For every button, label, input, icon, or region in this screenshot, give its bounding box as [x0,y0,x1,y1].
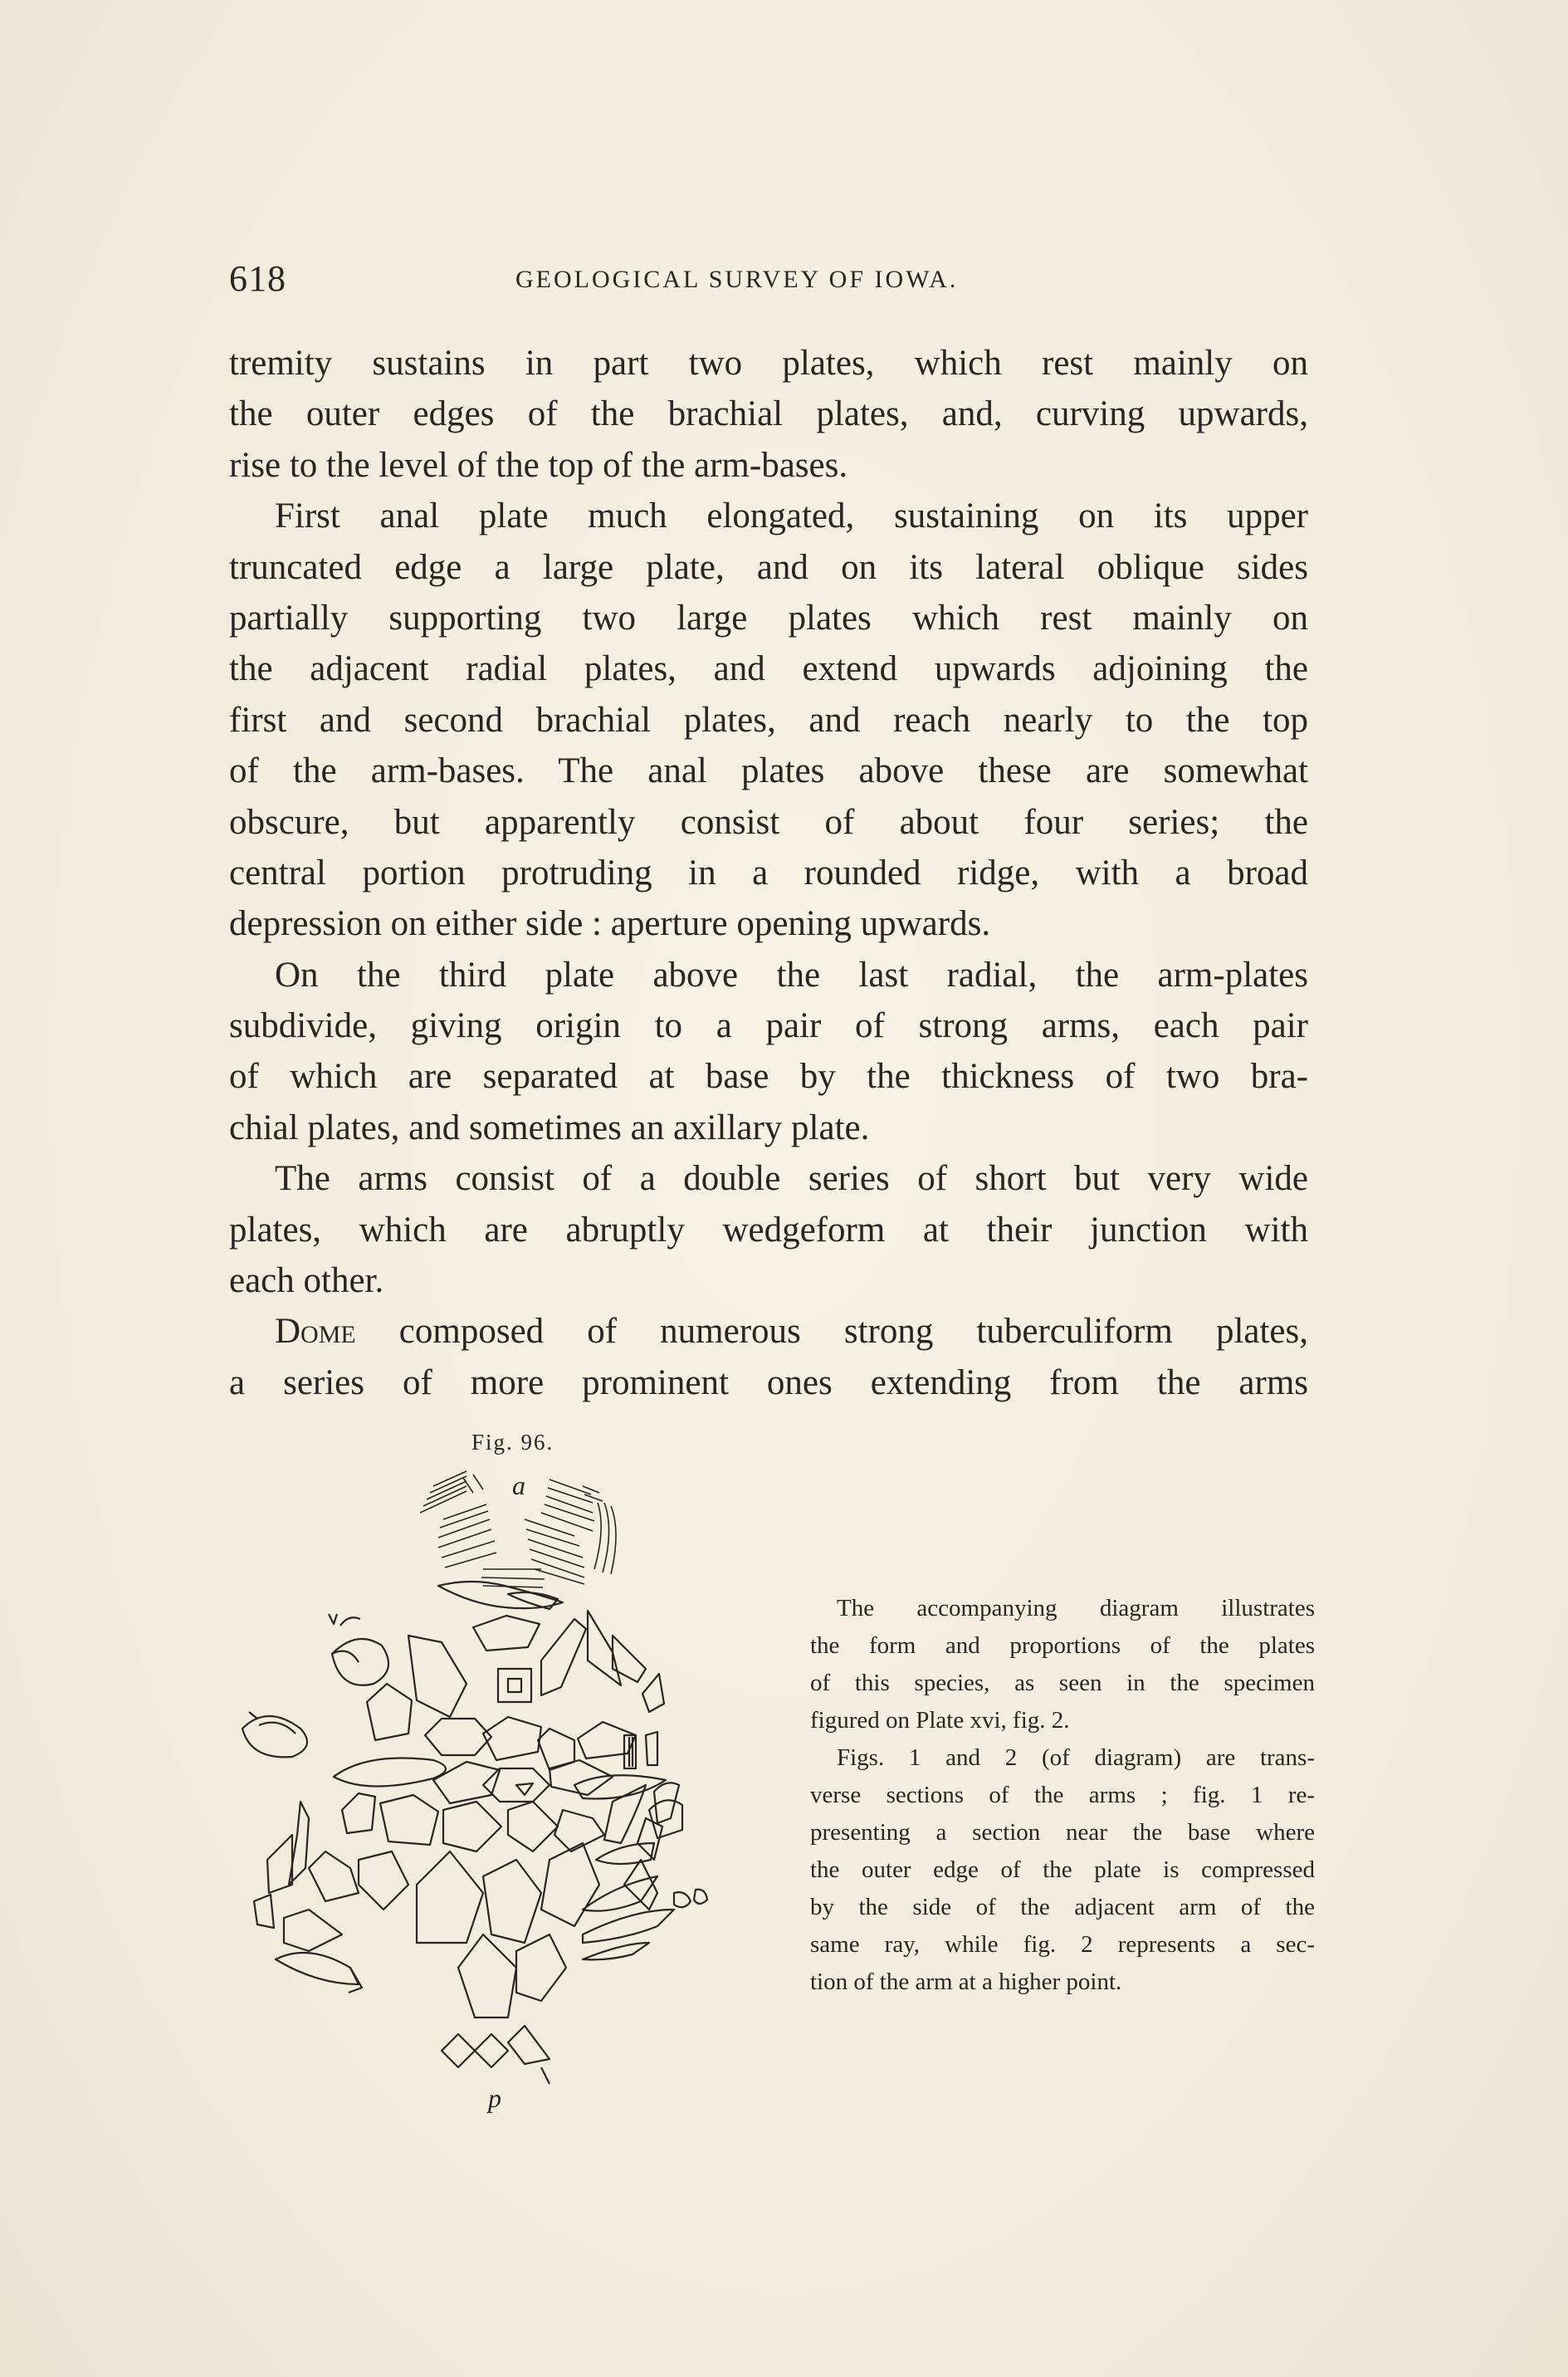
page-number: 618 [229,258,286,299]
text-line: depression on either side : aperture opening upwards. [229,904,991,944]
text-line: tremity sustains in part two plates, which rest mainly on [229,344,1308,383]
figure-label: Fig. 96. [471,1430,554,1455]
text-line: the adjacent radial plates, and extend upwards adjoining the [229,649,1308,689]
text-line: plates, which are abruptly wedgeform at their junction with [229,1210,1308,1250]
caption-line: presenting a section near the base where [810,1819,1315,1846]
text-line: the outer edges of the brachial plates, and, curving upwards, [229,394,1308,434]
caption-line: of this species, as seen in the specimen [810,1670,1315,1696]
running-head: GEOLOGICAL SURVEY OF IOWA. [515,266,959,293]
text-line: truncated edge a large plate, and on its lateral oblique sides [229,547,1308,587]
plate-diagram [234,1470,799,2117]
caption-line: verse sections of the arms ; fig. 1 re- [810,1782,1315,1808]
text-line: first and second brachial plates, and reach nearly to the top [229,700,1308,740]
text-line: subdivide, giving origin to a pair of strong arms, each pair [229,1006,1308,1046]
caption-line: Figs. 1 and 2 (of diagram) are trans- [837,1744,1315,1771]
dome-text: composed of numerous strong tuberculiform plates, [355,1312,1308,1352]
text-line: The arms consist of a double series of short but very wide [275,1159,1308,1199]
caption-line: by the side of the adjacent arm of the [810,1894,1315,1920]
caption-line: figured on Plate xvi, fig. 2. [810,1707,1070,1734]
arm-plates-lower-center [417,1843,599,2084]
text-line: partially supporting two large plates which rest mainly on [229,598,1308,638]
text-line: On the third plate above the last radial, the arm-plates [275,955,1308,995]
page-header [229,257,1308,307]
text-line: of the arm-bases. The anal plates above these are somewhat [229,751,1308,791]
caption-line: The accompanying diagram illustrates [837,1595,1315,1621]
arm-plates-lower-right [583,1800,707,1959]
text-line: rise to the level of the top of the arm-bases. [229,445,848,485]
text-line: First anal plate much elongated, sustaining on its upper [275,496,1308,536]
section-fig-1 [329,1614,388,1685]
section-fig-2 [242,1712,307,1757]
text-line: a series of more prominent ones extending from the arms [229,1362,1308,1402]
text-line: chial plates, and sometimes an axillary plate. [229,1108,870,1147]
figure-caption [810,1590,1315,2001]
body-text [229,338,1308,1408]
text-line: central portion protruding in a rounded ridge, with a broad [229,853,1308,893]
dome-term: Dome [275,1312,356,1352]
text-line: of which are separated at base by the thickness of two bra- [229,1057,1308,1097]
caption-line: the outer edge of the plate is compressed [810,1856,1315,1883]
mark-p: p [488,2083,501,2113]
calyx-plates [334,1611,679,1851]
text-line: each other. [229,1261,384,1301]
dome-paragraph-line [229,1306,1308,1357]
caption-line: tion of the arm at a higher point. [810,1969,1122,1995]
caption-line: same ray, while fig. 2 represents a sec- [810,1931,1315,1958]
mark-a: a [512,1470,525,1500]
text-line: obscure, but apparently consist of about four series; the [229,802,1308,842]
caption-line: the form and proportions of the plates [810,1632,1315,1659]
